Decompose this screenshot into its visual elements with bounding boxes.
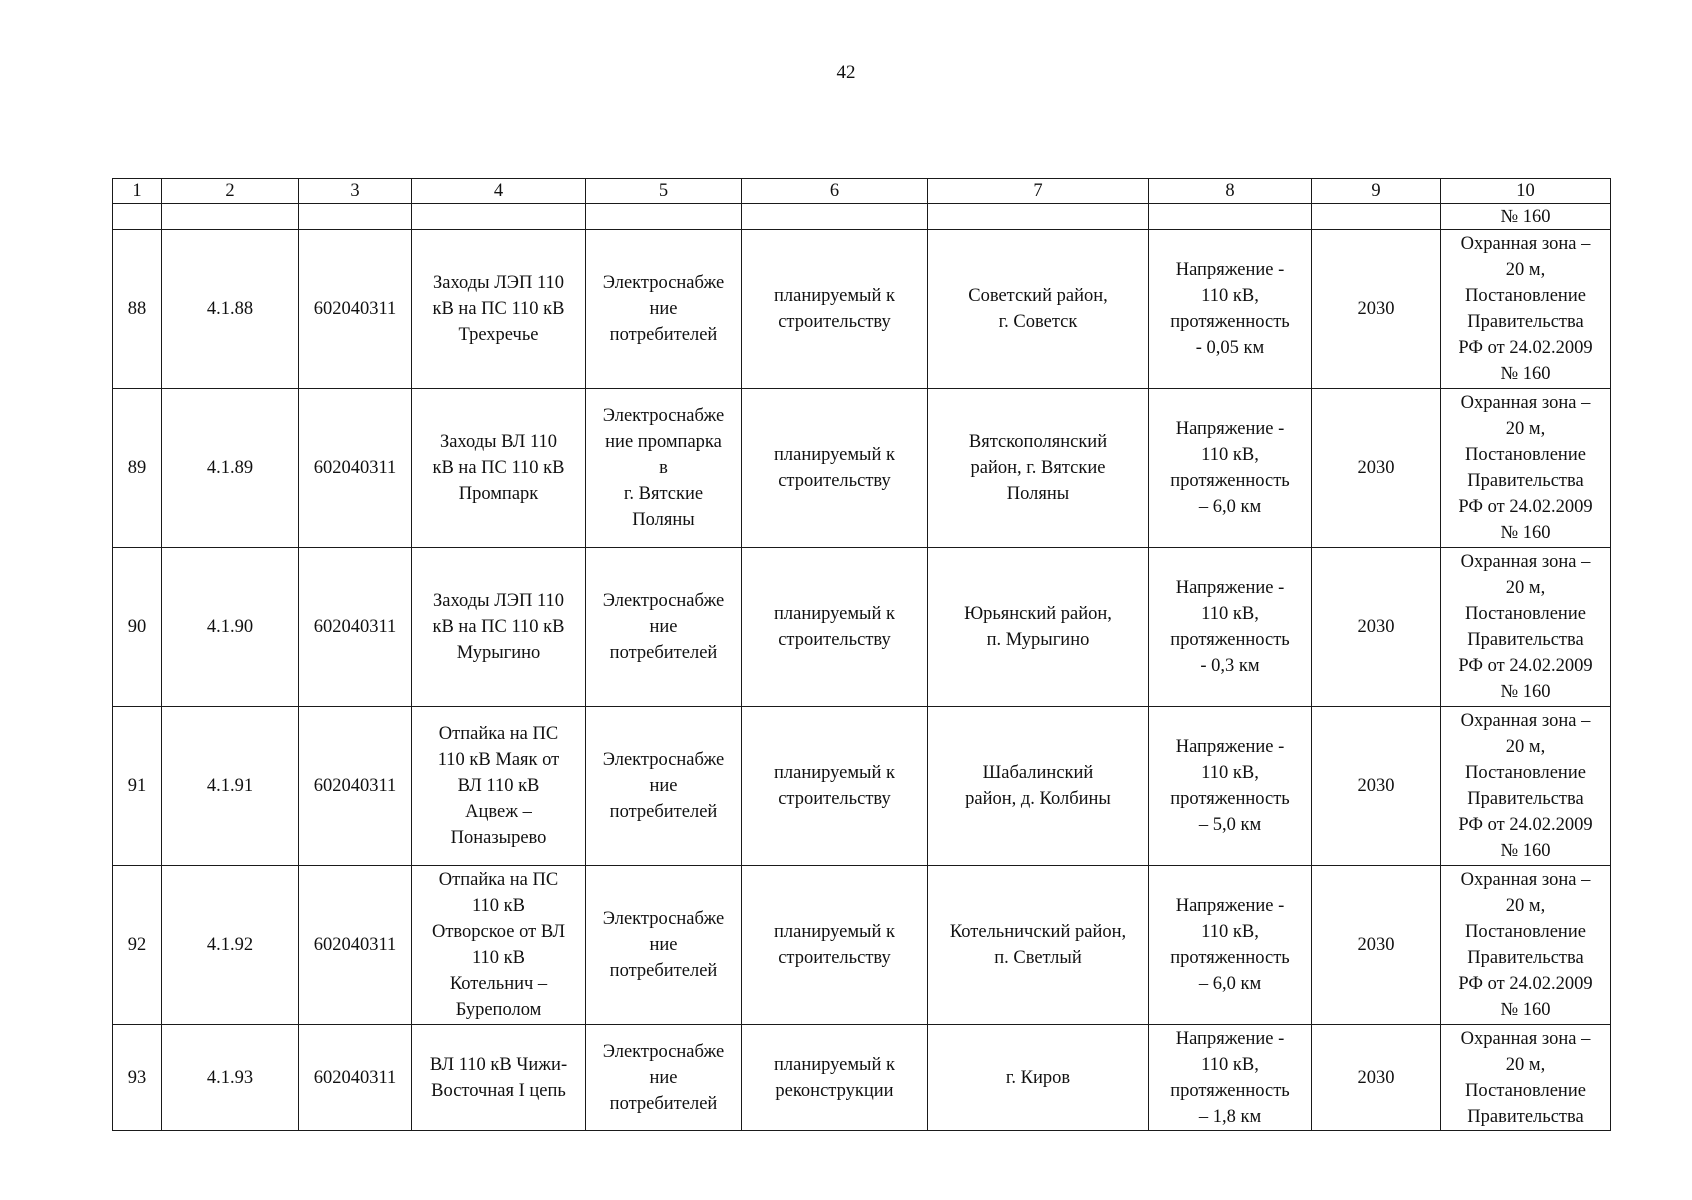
item-code-cell: 4.1.90: [162, 548, 299, 707]
continuation-cell: № 160: [1441, 204, 1611, 230]
location-cell: Советский район, г. Советск: [928, 230, 1149, 389]
row-number-cell: 90: [113, 548, 162, 707]
status-cell: планируемый к строительству: [742, 866, 928, 1025]
purpose-cell: Электроснабже ние потребителей: [586, 866, 742, 1025]
purpose-cell: Электроснабже ние потребителей: [586, 230, 742, 389]
location-cell: Юрьянский район, п. Мурыгино: [928, 548, 1149, 707]
object-name-cell: Отпайка на ПС 110 кВ Отворское от ВЛ 110 кВ Котельнич – Буреполом: [412, 866, 586, 1025]
protection-zone-cell: Охранная зона – 20 м, Постановление Правительства РФ от 24.02.2009 № 160: [1441, 548, 1611, 707]
location-cell: Вятскополянский район, г. Вятские Поляны: [928, 389, 1149, 548]
row-number-cell: 93: [113, 1025, 162, 1131]
column-number-row: [113, 179, 1611, 204]
characteristics-cell: Напряжение - 110 кВ, протяженность – 5,0 км: [1149, 707, 1312, 866]
characteristics-cell: Напряжение - 110 кВ, протяженность - 0,05 км: [1149, 230, 1312, 389]
table-row: [113, 707, 1611, 866]
item-code-cell: 4.1.91: [162, 707, 299, 866]
object-code-cell: 602040311: [299, 230, 412, 389]
continuation-cell: [1312, 204, 1441, 230]
row-number-cell: 92: [113, 866, 162, 1025]
characteristics-cell: Напряжение - 110 кВ, протяженность - 0,3 км: [1149, 548, 1312, 707]
column-number: 6: [742, 179, 928, 204]
column-number: 7: [928, 179, 1149, 204]
continuation-cell: [412, 204, 586, 230]
page-number: 42: [836, 62, 856, 83]
object-code-cell: 602040311: [299, 389, 412, 548]
characteristics-cell: Напряжение - 110 кВ, протяженность – 6,0 км: [1149, 389, 1312, 548]
object-code-cell: 602040311: [299, 707, 412, 866]
year-cell: 2030: [1312, 707, 1441, 866]
status-cell: планируемый к строительству: [742, 389, 928, 548]
object-code-cell: 602040311: [299, 1025, 412, 1131]
continuation-row: [113, 204, 1611, 230]
column-number: 4: [412, 179, 586, 204]
column-number: 2: [162, 179, 299, 204]
column-number: 8: [1149, 179, 1312, 204]
object-code-cell: 602040311: [299, 548, 412, 707]
column-number: 9: [1312, 179, 1441, 204]
protection-zone-cell: Охранная зона – 20 м, Постановление Правительства РФ от 24.02.2009 № 160: [1441, 389, 1611, 548]
object-name-cell: Заходы ЛЭП 110 кВ на ПС 110 кВ Трехречье: [412, 230, 586, 389]
location-cell: Шабалинский район, д. Колбины: [928, 707, 1149, 866]
purpose-cell: Электроснабже ние потребителей: [586, 707, 742, 866]
continuation-cell: [299, 204, 412, 230]
purpose-cell: Электроснабже ние промпарка в г. Вятские Поляны: [586, 389, 742, 548]
object-name-cell: Отпайка на ПС 110 кВ Маяк от ВЛ 110 кВ Ацвеж – Поназырево: [412, 707, 586, 866]
continuation-cell: [586, 204, 742, 230]
row-number-cell: 88: [113, 230, 162, 389]
table-row: [113, 866, 1611, 1025]
item-code-cell: 4.1.89: [162, 389, 299, 548]
continuation-cell: [162, 204, 299, 230]
register-table: [112, 178, 1611, 1131]
status-cell: планируемый к строительству: [742, 230, 928, 389]
item-code-cell: 4.1.93: [162, 1025, 299, 1131]
column-number: 1: [113, 179, 162, 204]
protection-zone-cell: Охранная зона – 20 м, Постановление Правительства РФ от 24.02.2009 № 160: [1441, 866, 1611, 1025]
year-cell: 2030: [1312, 230, 1441, 389]
protection-zone-cell: Охранная зона – 20 м, Постановление Правительства РФ от 24.02.2009 № 160: [1441, 707, 1611, 866]
characteristics-cell: Напряжение - 110 кВ, протяженность – 6,0 км: [1149, 866, 1312, 1025]
status-cell: планируемый к реконструкции: [742, 1025, 928, 1131]
year-cell: 2030: [1312, 548, 1441, 707]
continuation-cell: [1149, 204, 1312, 230]
characteristics-cell: Напряжение - 110 кВ, протяженность – 1,8 км: [1149, 1025, 1312, 1131]
object-name-cell: Заходы ЛЭП 110 кВ на ПС 110 кВ Мурыгино: [412, 548, 586, 707]
object-name-cell: Заходы ВЛ 110 кВ на ПС 110 кВ Промпарк: [412, 389, 586, 548]
item-code-cell: 4.1.88: [162, 230, 299, 389]
purpose-cell: Электроснабже ние потребителей: [586, 548, 742, 707]
year-cell: 2030: [1312, 1025, 1441, 1131]
table-row: [113, 1025, 1611, 1131]
protection-zone-cell: Охранная зона – 20 м, Постановление Правительства РФ от 24.02.2009 № 160: [1441, 230, 1611, 389]
table-row: [113, 389, 1611, 548]
column-number: 5: [586, 179, 742, 204]
continuation-cell: [928, 204, 1149, 230]
protection-zone-cell: Охранная зона – 20 м, Постановление Правительства: [1441, 1025, 1611, 1131]
year-cell: 2030: [1312, 866, 1441, 1025]
object-code-cell: 602040311: [299, 866, 412, 1025]
table-row: [113, 230, 1611, 389]
continuation-cell: [113, 204, 162, 230]
location-cell: г. Киров: [928, 1025, 1149, 1131]
row-number-cell: 91: [113, 707, 162, 866]
status-cell: планируемый к строительству: [742, 707, 928, 866]
table-row: [113, 548, 1611, 707]
year-cell: 2030: [1312, 389, 1441, 548]
column-number: 3: [299, 179, 412, 204]
continuation-cell: [742, 204, 928, 230]
purpose-cell: Электроснабже ние потребителей: [586, 1025, 742, 1131]
column-number: 10: [1441, 179, 1611, 204]
location-cell: Котельничский район, п. Светлый: [928, 866, 1149, 1025]
item-code-cell: 4.1.92: [162, 866, 299, 1025]
row-number-cell: 89: [113, 389, 162, 548]
object-name-cell: ВЛ 110 кВ Чижи- Восточная I цепь: [412, 1025, 586, 1131]
status-cell: планируемый к строительству: [742, 548, 928, 707]
